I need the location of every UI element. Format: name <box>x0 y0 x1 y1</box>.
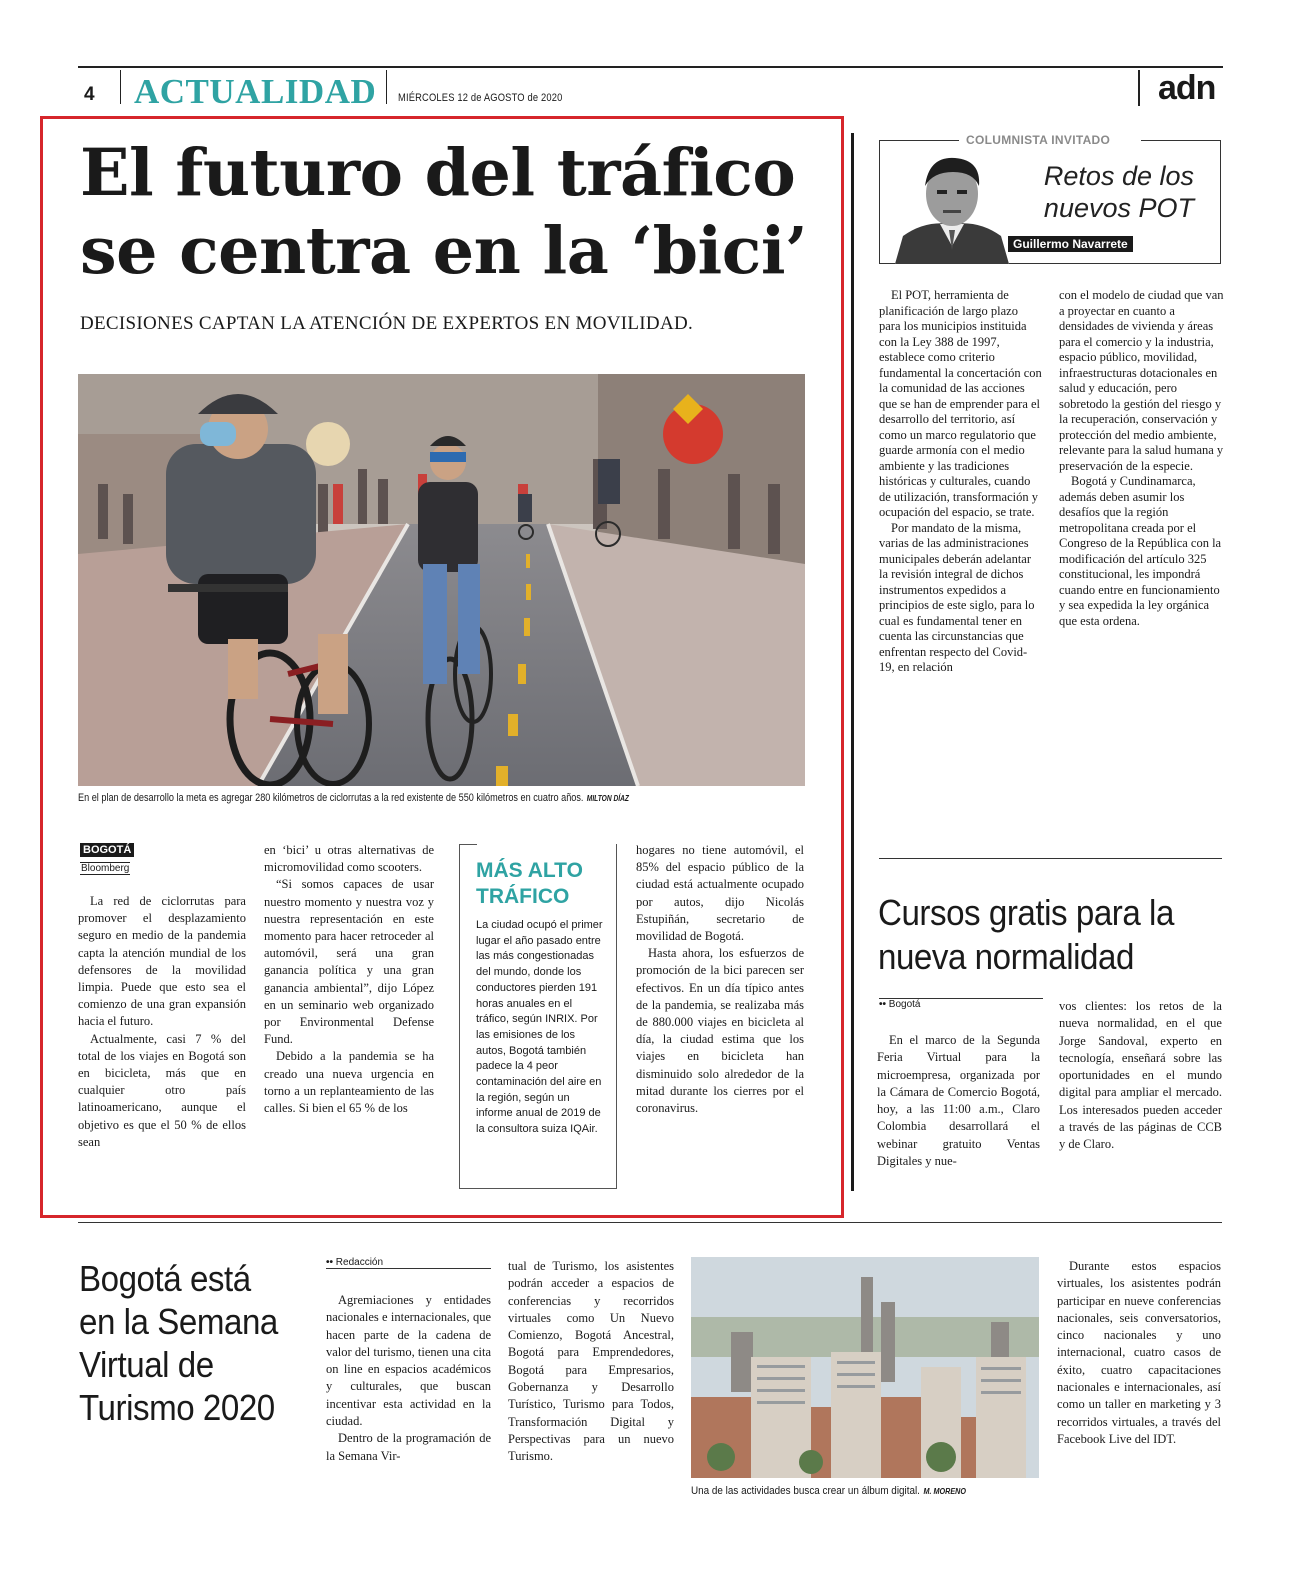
paragraph: Por mandato de la misma, varias de las administraciones municipales deberán adelantar la revisión integral de dichos instrumentos expedidos a principios de este siglo, para lo cual es fundamental tener en cuenta las circunstancias que enfrentan respecto del Covid-19, en relación <box>879 520 1035 674</box>
article-column <box>636 842 804 1117</box>
paragraph: Hasta ahora, los esfuerzos de promoción de la bici parecen ser efectivos. En un día típico antes de la pandemia, se realizaba más de 880.000 viajes en bicicleta al día, la ciudad estima que los viajes en bicicleta han disminuido solo alrededor de la mitad durante los cierres por el coronavirus. <box>636 946 804 1116</box>
page-number: 4 <box>84 84 95 105</box>
tourism-column <box>508 1258 674 1466</box>
paragraph: Debido a la pandemia se ha creado una nueva urgencia en torno a un replanteamiento de las calles. Si bien el 65 % de los <box>264 1049 434 1116</box>
paragraph: Durante estos espacios virtuales, los asistentes podrán participar en nueve conferencias nacionales, seis conversatorios, cinco nacionales y uno internacional, cuatro casos de éxito, cuatro capacitaciones nacionales e internacionales, así como un taller en marketing y 3 recorridos virtuales, a través del Facebook Live del IDT. <box>1057 1259 1221 1446</box>
dateline-source: Bloomberg <box>81 863 130 874</box>
columnist-name: Guillermo Navarrete <box>1008 236 1133 252</box>
tourism-headline: Bogotá está en la Semana Virtual de Turismo 2020 <box>79 1258 278 1428</box>
main-deck: DECISIONES CAPTAN LA ATENCIÓN DE EXPERTOS EN MOVILIDAD. <box>80 313 694 334</box>
paragraph: con el modelo de ciudad que van a proyectar en cuanto a densidades de vivienda y áreas para el comercio y la industria, espacio público, movilidad, infraestructuras dotacionales en salud y educación, pero sobretodo la gestión del riesgo y la recuperación, conservación y protección del medio ambiente, relevante para la salud humana y preservación de la especie. <box>1059 288 1224 473</box>
sidebar-box <box>459 844 617 1189</box>
header-divider <box>386 70 387 104</box>
photo-caption <box>691 1485 966 1497</box>
section-rule <box>78 1222 1222 1223</box>
photo-caption-text: En el plan de desarrollo la meta es agregar 280 kilómetros de ciclorrutas a la red existente de 550 kilómetros en cuatro años. <box>78 792 584 804</box>
paragraph: Actualmente, casi 7 % del total de los viajes en Bogotá son en bicicleta, más que en cualquier otro país latinoamericano, aunque el objetivo es que el 50 % de ellos sean <box>78 1031 246 1149</box>
main-headline-line: El futuro del tráfico <box>80 135 796 211</box>
dateline-place: BOGOTÁ <box>80 843 134 857</box>
sidebar-text: La ciudad ocupó el primer lugar el año pasado entre las más congestionadas del mundo, donde los conductores pierden 191 horas anuales en el tráfico, según INRIX. Por las emisiones de los autos, Bogotá también padece la 4 peor contaminación del aire en la región, según un informe anual de 2019 de la consultora suiza IQAir. <box>476 919 603 1136</box>
cyclists-photo <box>78 374 805 786</box>
header-divider <box>120 70 121 104</box>
opinion-column <box>879 288 1042 676</box>
tourism-column <box>326 1292 491 1465</box>
courses-column <box>1059 998 1222 1154</box>
columnist-portrait <box>895 150 1009 264</box>
section-rule <box>879 858 1222 859</box>
paragraph: Agremiaciones y entidades nacionales e internacionales, que hacen parte de la cadena de valor del turismo, tienen una cita on line en espacios académicos y culturales, que buscan incentivar esta actividad en la ciudad. <box>326 1293 491 1429</box>
paragraph: En el marco de la Segunda Feria Virtual para la microempresa, organizada por la Cámara de Comercio Bogotá, hoy, a las 11:00 a.m., Claro Colombia desarrollará el webinar gratuito Ventas Digitales y nue- <box>877 1033 1040 1169</box>
paragraph: Bogotá y Cundinamarca, además deben asumir los desafíos que la región metropolitana creada por el Congreso de la República con la modificación del artículo 325 constitucional, les impondrá cuando entre en funcionamiento y sea expedida la ley orgánica que esta ordena. <box>1059 474 1222 628</box>
paragraph: La red de ciclorrutas para promover el desplazamiento seguro en medio de la pandemia capta la atención mundial de los defensores de la movilidad limpia. Puede que esto sea el comienzo de una gran expansión hacia el futuro. <box>78 894 246 1029</box>
main-headline <box>80 134 820 290</box>
article-column <box>264 842 434 1117</box>
photo-caption-text: Una de las actividades busca crear un álbum digital. <box>691 1485 920 1497</box>
column-title: Retos de los nuevos POT <box>1043 161 1194 223</box>
paragraph: vos clientes: los retos de la nueva normalidad, en el que Jorge Sandoval, experto en tecnología, enseñará sobre las oportunidades en el mundo digital para ampliar el mercado. Los interesados pueden acceder a través de las páginas de CCB y de Claro. <box>1059 999 1222 1152</box>
photo-credit: M. MORENO <box>923 1487 966 1496</box>
paragraph: El POT, herramienta de planificación de largo plazo para los municipios instituida con la Ley 388 de 1997, establece como criterio fundamental la concertación con la comunidad de las acciones que se han de emprender para el desarrollo del territorio, así como un marco regulatorio que guarde armonía con el medio ambiente y las tradiciones históricas y culturales, cuando de utilización, transformación y ocupación del espacio, se trate. <box>879 288 1042 519</box>
paragraph: tual de Turismo, los asistentes podrán acceder a espacios de conferencias y recorridos virtuales como Un Nuevo Comienzo, Bogotá Ancestral, Bogotá para Emprendedores, Bogotá para Empresarios, Gobernanza y Desarrollo Turístico, Turismo para Todos, Transformación Digital y Perspectivas para un nuevo Turismo. <box>508 1259 674 1464</box>
columnist-kicker: COLUMNISTA INVITADO <box>966 133 1111 147</box>
section-name: ACTUALIDAD <box>134 72 377 111</box>
column-divider <box>851 133 854 1191</box>
tourism-byline: •• Redacción <box>326 1257 491 1269</box>
opinion-column <box>1059 288 1224 629</box>
article-column <box>78 893 246 1151</box>
courses-headline: Cursos gratis para la nueva normalidad <box>878 892 1174 977</box>
paragraph: “Si somos capaces de usar nuestro momento y nuestra voz y nuestra representación en este momento para hacer retroceder al automóvil, será una gran ganancia política y una gran ganancia ambiental”, dijo López en un seminario web organizado por Environmental Defense Fund. <box>264 877 434 1047</box>
header-rule <box>78 66 1223 68</box>
paragraph: Dentro de la programación de la Semana Vir- <box>326 1431 491 1463</box>
issue-date: MIÉRCOLES 12 de AGOSTO de 2020 <box>398 92 563 104</box>
sidebar-title: MÁS ALTO TRÁFICO <box>476 859 583 908</box>
paragraph: en ‘bici’ u otras alternativas de micromovilidad como scooters. <box>264 843 434 875</box>
main-headline-line: se centra en la ‘bici’ <box>80 213 808 289</box>
photo-caption <box>78 792 629 804</box>
city-photo <box>691 1257 1039 1478</box>
newspaper-logo: adn <box>1138 70 1215 106</box>
courses-column <box>877 1032 1040 1170</box>
tourism-column <box>1057 1258 1221 1448</box>
courses-byline: •• Bogotá <box>879 998 1043 1010</box>
photo-credit: MILTON DÍAZ <box>586 794 629 803</box>
paragraph: hogares no tiene automóvil, el 85% del espacio público de la ciudad está actualmente ocupado por autos, dijo Nicolás Estupiñán, secretario de movilidad de Bogotá. <box>636 843 804 944</box>
